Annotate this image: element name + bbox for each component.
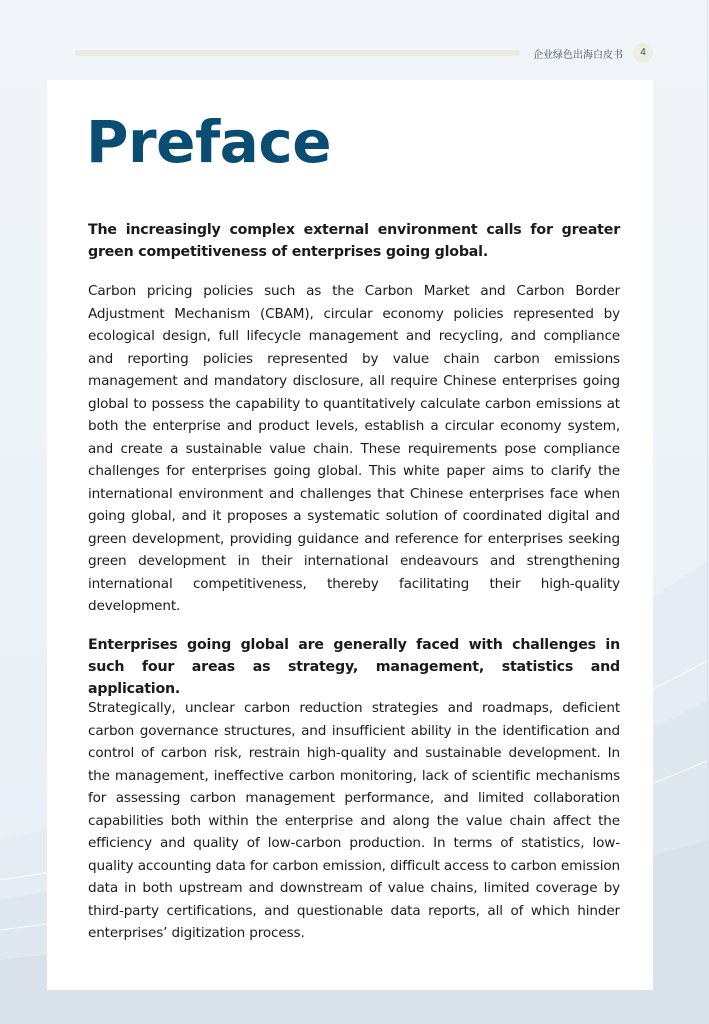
lead-paragraph-2: Enterprises going global are generally faced with challenges in such four areas as strategy, management, statistics and application. [88,637,620,697]
header-rule [75,50,520,56]
running-header-title: 企业绿色出海白皮书 [533,50,623,61]
body-paragraph-1: Carbon pricing policies such as the Carbon Market and Carbon Border Adjustment Mechanism (CBAM), circular economy policies represented by ecological design, full lifecycle management and recycling, and compliance and reporting policies represented by value chain carbon emissions management and mandatory disclosure, all require Chinese enterprises going global to possess the capability to quantitatively calculate carbon emissions at both the enterprise and product levels, establish a circular economy system, and create a sustainable value chain. These requirements pose compliance challenges for enterprises going global. This white paper aims to clarify the international environment and challenges that Chinese enterprises face when going global, and it proposes a systematic solution of coordinated digital and green development, providing guidance and reference for enterprises seeking green development in their international endeavours and strengthening international competitiveness, thereby facilitating their high-quality development. [88,283,620,614]
page-edge-divider [707,0,708,1024]
page-number: 4 [633,43,653,63]
body-paragraph-2: Strategically, unclear carbon reduction strategies and roadmaps, deficient carbon governance structures, and insufficient ability in the identification and control of carbon risk, restrain high-quality and sustainable development. In the management, ineffective carbon monitoring, lack of scientific mechanisms for assessing carbon management performance, and limited collaboration capabilities both within the enterprise and along the value chain affect the efficiency and quality of low-carbon production. In terms of statistics, low-quality accounting data for carbon emission, difficult access to carbon emission data in both upstream and downstream of value chains, limited coverage by third-party certifications, and questionable data reports, all of which hinder enterprises’ digitization process. [88,700,620,941]
lead-paragraph-1: The increasingly complex external environment calls for greater green competitiveness of enterprises going global. [88,222,620,260]
page-heading: Preface [86,108,332,176]
